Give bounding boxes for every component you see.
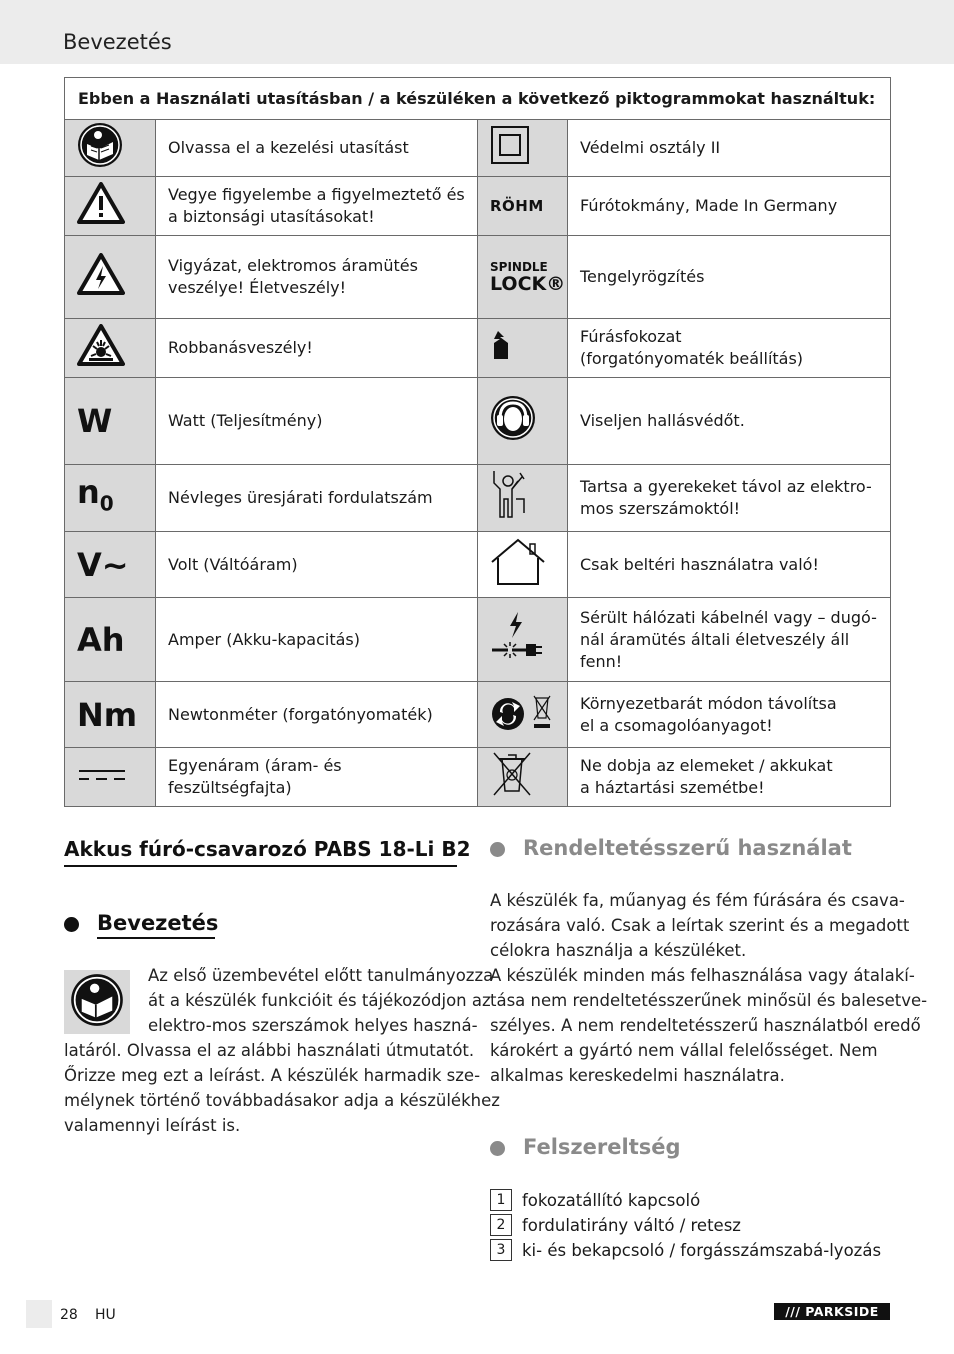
footer-marker bbox=[26, 1300, 52, 1328]
intro-heading: Bevezetés bbox=[97, 911, 219, 935]
legend-text: Olvassa el a kezelési utasítást bbox=[156, 120, 478, 177]
brand-logo: /// PARKSIDE bbox=[774, 1303, 890, 1320]
table-row bbox=[65, 682, 891, 748]
use-line: A készülék fa, műanyag és fém fúrására és csava- bbox=[490, 891, 905, 910]
table-row bbox=[65, 465, 891, 532]
intro-heading-underline bbox=[97, 937, 215, 939]
amp-hour-symbol: Ah bbox=[77, 620, 125, 659]
legend-line: Környezetbarát módon távolítsa bbox=[580, 693, 837, 713]
legend-text: Tengelyrögzítés bbox=[568, 236, 891, 319]
keep-children-away-icon bbox=[490, 469, 530, 527]
legend-text: Robbanásveszély! bbox=[156, 319, 478, 378]
legend-text: Newtonméter (forgatónyomaték) bbox=[156, 682, 478, 748]
protection-class-ii-icon bbox=[490, 125, 530, 171]
intro-line: Őrizze meg ezt a leírást. A készülék harmadik sze- bbox=[64, 1066, 481, 1085]
legend-text: Vigyázat, elektromos áramütés veszélye! Életveszély! bbox=[156, 236, 478, 319]
legend-text bbox=[568, 748, 891, 807]
use-line: A készülék minden más felhasználása vagy átalakí- bbox=[490, 966, 915, 985]
watt-symbol: W bbox=[77, 402, 113, 440]
legend-text: Névleges üresjárati fordulatszám bbox=[156, 465, 478, 532]
table-row bbox=[65, 177, 891, 236]
item-number: 3 bbox=[490, 1239, 512, 1261]
spindle-lock-logo: SPINDLE bbox=[490, 259, 548, 274]
use-line: rozására való. Csak a leírtak szerint és a megadott bbox=[490, 916, 910, 935]
warning-triangle-icon bbox=[77, 182, 125, 230]
use-line: károkért a gyártó nem vállal felelősséget. Nem bbox=[490, 1041, 878, 1060]
equipment-heading: Felszereltség bbox=[523, 1135, 681, 1159]
legend-text: Csak beltéri használatra való! bbox=[568, 532, 891, 598]
rohm-logo: RÖHM bbox=[490, 197, 544, 215]
legend-text: Egyenáram (áram- és feszültségfajta) bbox=[156, 748, 478, 807]
indoor-use-house-icon bbox=[490, 538, 546, 592]
table-row bbox=[65, 748, 891, 807]
legend-line: a háztartási szemétbe! bbox=[580, 778, 765, 797]
volt-ac-symbol: V~ bbox=[77, 545, 129, 584]
electric-shock-warning-icon bbox=[77, 253, 125, 301]
table-row bbox=[65, 378, 891, 465]
use-line: szélyes. A nem rendeltetésszerű használatból eredő bbox=[490, 1016, 921, 1035]
legend-line: el a csomagolóanyagot! bbox=[580, 715, 773, 735]
pictogram-table bbox=[64, 77, 891, 807]
item-number: 1 bbox=[490, 1189, 512, 1211]
table-row bbox=[65, 532, 891, 598]
product-title: Akkus fúró-csavarozó PABS 18-Li B2 bbox=[64, 837, 471, 861]
item-label: fordulatirány váltó / retesz bbox=[522, 1215, 741, 1235]
read-manual-icon bbox=[70, 973, 124, 1031]
legend-text bbox=[568, 319, 891, 378]
intro-line: valamennyi leírást is. bbox=[64, 1116, 241, 1135]
legend-line: (forgatónyomaték beállítás) bbox=[580, 349, 804, 368]
legend-text bbox=[568, 682, 891, 748]
language-code: HU bbox=[95, 1307, 116, 1323]
newton-meter-symbol: Nm bbox=[77, 695, 138, 734]
list-item bbox=[490, 1214, 741, 1236]
use-heading: Rendeltetésszerű használat bbox=[523, 836, 852, 860]
legend-line: Fúrásfokozat bbox=[580, 327, 682, 346]
intro-icon-box bbox=[64, 970, 130, 1034]
table-row bbox=[65, 319, 891, 378]
spindle-lock-logo-lock: LOCK® bbox=[490, 272, 566, 295]
legend-text: Sérült hálózati kábelnél vagy – dugó-nál áramütés általi életveszély áll fenn! bbox=[568, 598, 891, 682]
list-item bbox=[490, 1239, 881, 1261]
page-title: Bevezetés bbox=[63, 30, 172, 54]
hearing-protection-icon bbox=[490, 395, 536, 447]
intro-line: elektro-mos szerszámok helyes haszná- bbox=[148, 1016, 478, 1035]
use-line: célokra használja a készüléket. bbox=[490, 941, 747, 960]
table-heading: Ebben a Használati utasításban / a készüléken a következő piktogrammokat használtuk: bbox=[65, 78, 891, 120]
legend-text: Amper (Akku-kapacitás) bbox=[156, 598, 478, 682]
table-row bbox=[65, 120, 891, 177]
item-label: ki- és bekapcsoló / forgásszámszabá-lyozás bbox=[522, 1240, 882, 1260]
legend-text: Védelmi osztály II bbox=[568, 120, 891, 177]
intro-line: mélynek történő továbbadásakor adja a készülékhez bbox=[64, 1091, 500, 1110]
drill-setting-icon bbox=[490, 329, 512, 367]
read-manual-icon bbox=[77, 122, 123, 174]
product-title-underline bbox=[64, 865, 457, 867]
crossed-bin-icon bbox=[490, 751, 534, 803]
legend-text: Fúrótokmány, Made In Germany bbox=[568, 177, 891, 236]
page-number: 28 bbox=[60, 1307, 78, 1323]
legend-line: Ne dobja az elemeket / akkukat bbox=[580, 756, 833, 775]
recycle-icon bbox=[490, 692, 554, 738]
legend-text: Volt (Váltóáram) bbox=[156, 532, 478, 598]
intro-line: át a készülék funkcióit és tájékozódjon az bbox=[148, 991, 491, 1010]
legend-text: Viseljen hallásvédőt. bbox=[568, 378, 891, 465]
legend-text: Vegye figyelembe a figyelmeztető és a biztonsági utasításokat! bbox=[156, 177, 478, 236]
no-load-speed-symbol: $n_0$ bbox=[77, 473, 114, 516]
bullet-icon bbox=[64, 917, 79, 932]
damaged-cable-shock-icon bbox=[490, 610, 544, 670]
direct-current-icon bbox=[77, 766, 127, 788]
table-row bbox=[65, 598, 891, 682]
item-label: fokozatállító kapcsoló bbox=[522, 1190, 701, 1210]
legend-text: Tartsa a gyerekeket távol az elektro-mos szerszámoktól! bbox=[568, 465, 891, 532]
use-line: tása nem rendeltetésszerűnek minősül és balesetve- bbox=[490, 991, 928, 1010]
explosion-warning-icon bbox=[77, 324, 125, 372]
list-item bbox=[490, 1189, 700, 1211]
bullet-icon bbox=[490, 1141, 505, 1156]
legend-text: Watt (Teljesítmény) bbox=[156, 378, 478, 465]
bullet-icon bbox=[490, 842, 505, 857]
intro-line: latáról. Olvassa el az alábbi használati útmutatót. bbox=[64, 1041, 475, 1060]
intro-line: Az első üzembevétel előtt tanulmányozza bbox=[148, 966, 494, 985]
table-row bbox=[65, 236, 891, 319]
use-line: alkalmas kereskedelmi használatra. bbox=[490, 1066, 785, 1085]
item-number: 2 bbox=[490, 1214, 512, 1236]
